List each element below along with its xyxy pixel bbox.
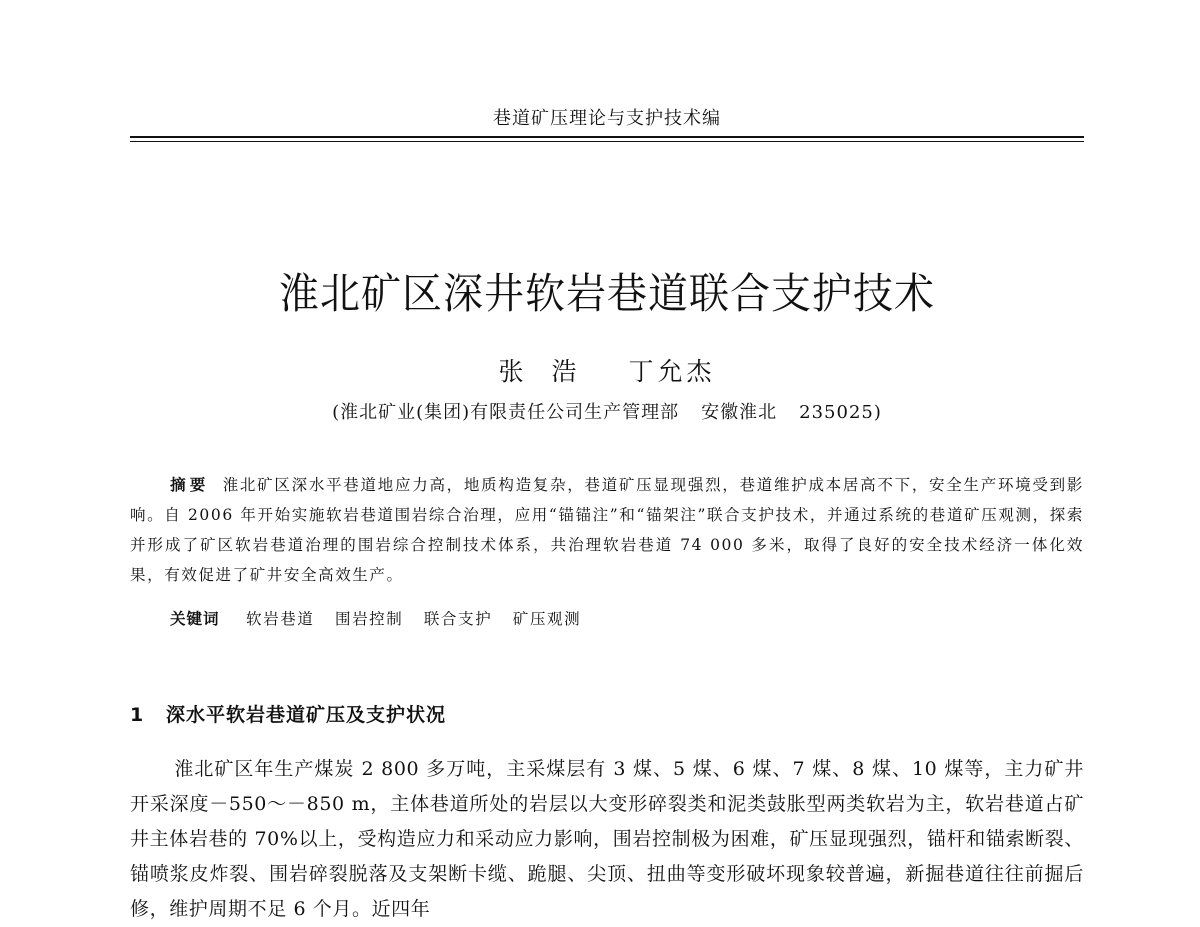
section-number: 1: [130, 704, 145, 726]
affiliation-org: (淮北矿业(集团)有限责任公司生产管理部: [332, 402, 680, 423]
affiliation-postcode: 235025): [799, 402, 882, 423]
keyword: 矿压观测: [512, 610, 582, 628]
paragraph-text: 淮北矿区年生产煤炭 2 800 多万吨，主采煤层有 3 煤、5 煤、6 煤、7 煤、8 煤、10 煤等，主力矿井开采深度－550～－850 m，主体巷道所处的岩层以大变形碎裂类和泥类鼓胀型两类软岩为主，软岩巷道占矿井主体岩巷的 70%以上，受构造应力和采动应力影响，围岩控制极为困难，矿压显现强烈，锚杆和锚索断裂、锚喷浆皮炸裂、围岩碎裂脱落及支架断卡缆、跪腿、尖顶、扭曲等变形破坏现象较普遍，新掘巷道往往前掘后修，维护周期不足 6 个月。近四年: [130, 758, 1084, 920]
running-header: 巷道矿压理论与支护技术编: [493, 108, 721, 129]
article-title: 淮北矿区深井软岩巷道联合支护技术: [279, 270, 935, 319]
abstract-text: 淮北矿区深水平巷道地应力高，地质构造复杂，巷道矿压显现强烈，巷道维护成本居高不下，安全生产环境受到影响。自 2006 年开始实施软岩巷道围岩综合治理，应用“锚锚注”和“锚架注”联合支护技术，并通过系统的巷道矿压观测，探索并形成了矿区软岩巷道治理的围岩综合控制技术体系，共治理软岩巷道 74 000 多米，取得了良好的安全技术经济一体化效果，有效促进了矿井安全高效生产。: [130, 476, 1084, 584]
keyword: 围岩控制: [334, 610, 404, 628]
author-name: 丁允杰: [628, 357, 716, 386]
header-rule-thick: [130, 136, 1084, 138]
author-name: 张浩: [498, 357, 605, 386]
abstract: [130, 470, 1084, 590]
author-list: [130, 352, 1084, 388]
section-heading: [130, 700, 1084, 727]
section-title: 深水平软岩巷道矿压及支护状况: [166, 704, 447, 726]
header-rule-thin: [130, 141, 1084, 142]
keywords: [170, 607, 1084, 629]
keyword: 联合支护: [423, 610, 493, 628]
author-affiliation: [130, 398, 1084, 424]
affiliation-location: 安徽淮北: [701, 402, 778, 423]
keywords-label: 关键词: [170, 610, 220, 628]
abstract-label: 摘要: [170, 476, 210, 494]
keyword: 软岩巷道: [246, 610, 315, 628]
body-paragraph: [130, 752, 1084, 927]
